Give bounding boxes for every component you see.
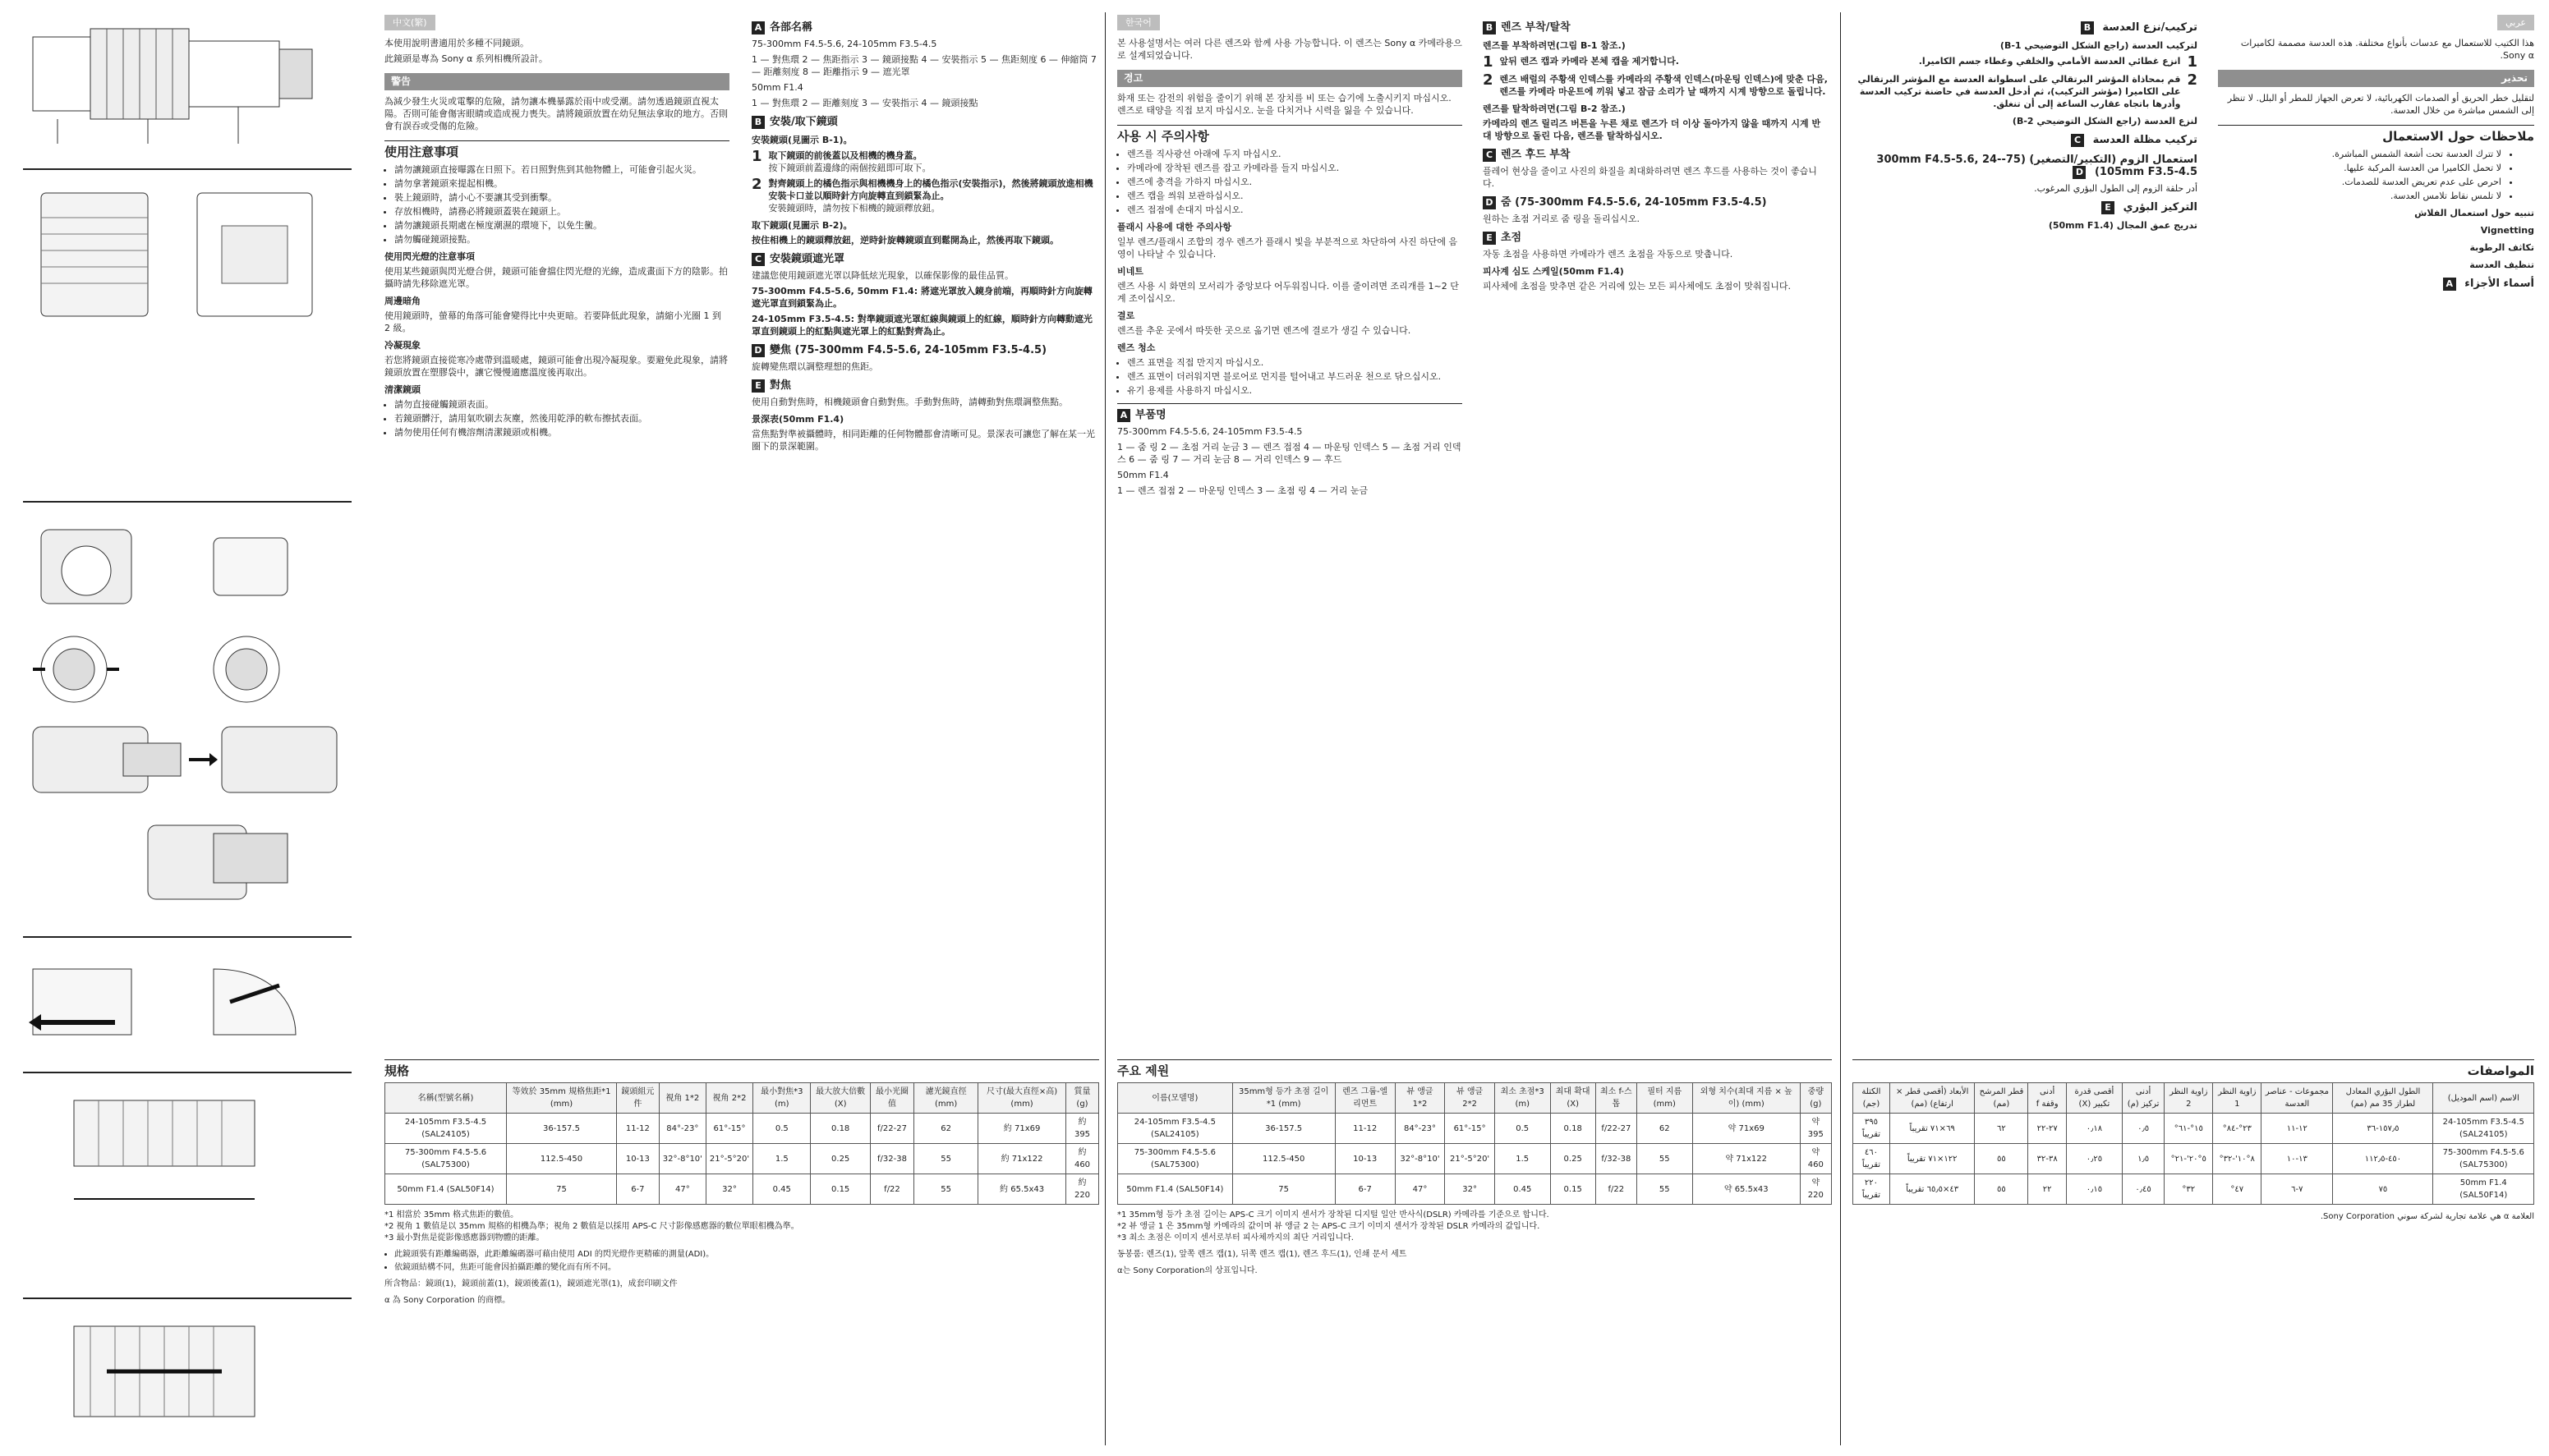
table-row: 75-300mm F4.5-5.6 (SAL75300) 112.5-450 10-13 32°-8°10' 21°-5°20' 1.5 0.25 f/32-38 55 약 71x122 약 460 [1118, 1144, 1832, 1174]
included-items: 所含物品：鏡頭(1)，鏡頭前蓋(1)，鏡頭後蓋(1)，鏡頭遮光罩(1)，成套印刷文件 [384, 1279, 678, 1288]
paragraph: 50mm F1.4 [752, 82, 803, 93]
section-title: التركيز البؤري E [1852, 201, 2197, 214]
table-row: 75-300mm F4.5-5.6 (SAL75300) 112.5-450 10-13 32°-8°10' 21°-5°20' 1.5 0.25 f/32-38 55 約 71x122 約 460 [385, 1144, 1099, 1174]
list-item: • 存放相機時，請務必將鏡頭蓋裝在鏡頭上。 [394, 205, 729, 218]
parts-list: 1 — 對焦環 2 — 焦距指示 3 — 鏡頭接點 4 — 安裝指示 5 — 焦距刻度 6 — 伸縮筒 7 — 距離刻度 8 — 距離指示 9 — 遮光罩 [752, 54, 1097, 77]
paragraph: أدر حلقة الزوم إلى الطول البؤري المرغوب. [2034, 183, 2197, 194]
section-title: C 렌즈 후드 부착 [1483, 149, 1828, 162]
ko-column-1 [1117, 15, 1462, 500]
paragraph: 피사체에 초점을 맞추면 같은 거리에 있는 모든 피사체에도 초점이 맞춰집니다. [1483, 281, 1791, 292]
section-title: C 安裝鏡頭遮光罩 [752, 253, 1097, 266]
list-item: • لا تترك العدسة تحت أشعة الشمس المباشرة. [2228, 148, 2501, 160]
zoom-illustration [25, 1084, 353, 1281]
zh-specs [384, 1051, 1099, 1310]
figure-divider [23, 936, 352, 938]
paragraph: 일부 렌즈/플래시 조합의 경우 렌즈가 플래시 빛을 부분적으로 차단하여 사진 하단에 음영이 나타날 수 있습니다. [1117, 237, 1458, 260]
ar-column-1 [2218, 15, 2534, 294]
list-item: • 請勿拿著鏡頭來提起相機。 [394, 177, 729, 190]
warning-text: 화재 또는 감전의 위험을 줄이기 위해 본 장치를 비 또는 습기에 노출시키지 마십시오. 렌즈로 태양을 직접 보지 마십시오. 눈을 다치거나 시력을 잃을 수 있습니다. [1117, 93, 1452, 116]
spec-table [1852, 1082, 2534, 1205]
table-row: 50mm F1.4 (SAL50F14) 75 6-7 47° 32° 0.45 0.15 f/22 55 약 65.5x43 약 220 [1118, 1174, 1832, 1205]
cautions-list [2218, 148, 2534, 202]
trademark: العلامة α هي علامة تجارية لشركة سوني Sony Corporation. [2320, 1212, 2534, 1221]
warning-text: لتقليل خطر الحريق أو الصدمات الكهربائية، لا تعرض الجهاز للمطر أو البلل. لا تنظر إلى الشمس مباشرة من خلال العدسة. [2227, 93, 2534, 116]
paragraph: 플레어 현상을 줄이고 사진의 화질을 최대화하려면 렌즈 후드를 사용하는 것이 좋습니다. [1483, 166, 1817, 189]
step-2: 2 對齊鏡頭上的橘色指示與相機機身上的橘色指示(安裝指示)，然後將鏡頭放進相機安裝卡口並以順時針方向旋轉直到鎖緊為止。 安裝鏡頭時，請勿按下相機的鏡頭釋放鈕。 [752, 176, 1093, 214]
figure-divider [23, 168, 352, 170]
list-item: • 렌즈 표면이 더러워지면 블로어로 먼지를 털어내고 부드러운 천으로 닦으십시오. [1127, 370, 1462, 383]
ar-column-2 [1852, 15, 2197, 234]
parts-list: 1 — 줌 링 2 — 초점 거리 눈금 3 — 렌즈 접점 4 — 마운팅 인덱스 5 — 초점 거리 인덱스 6 — 줌 링 7 — 거리 눈금 8 — 거리 인덱스 9 — 후드 [1117, 442, 1461, 465]
subsection-title: 피사계 심도 스케일(50mm F1.4) [1483, 266, 1624, 277]
subsection-title: 安裝鏡頭(見圖示 B-1)。 [752, 135, 853, 145]
section-title: 使用注意事項 [384, 140, 729, 158]
subsection-title: تكاثف الرطوبة [2469, 242, 2534, 253]
section-title: أسماء الأجزاء A [2218, 278, 2534, 291]
spec-extra: • 此鏡頭裝有距離編碼器，此距離編碼器可藉由使用 ADI 的閃光燈作更精確的測量(ADI)。 • 依鏡頭結構不同，焦距可能會因拍攝距離的變化而有所不同。 [384, 1249, 1099, 1274]
paragraph: 렌즈를 추운 곳에서 따뜻한 곳으로 옮기면 렌즈에 결로가 생길 수 있습니다. [1117, 325, 1411, 336]
paragraph: 원하는 초점 거리로 줌 링을 돌리십시오. [1483, 214, 1640, 224]
subsection-title: تنبيه حول استعمال الفلاش [2414, 208, 2534, 218]
table-row: 24-105mm F3.5-4.5 (SAL24105) ١٥٧٫٥-٣٦ ١٢-١١ ٢٣°-٨٤° ١٥°-٦١° ٠٫٥ ٠٫١٨ ٢٧-٢٢ ٦٢ ٦٩×٧١ تقريباً ٣٩٥ تقريباً [1853, 1114, 2534, 1144]
list-item: • 請勿使用任何有機溶劑清潔鏡頭或相機。 [394, 426, 729, 439]
section-title: D 變焦 (75-300mm F4.5-5.6, 24-105mm F3.5-4.5) [752, 344, 1097, 357]
figure-divider [23, 1298, 352, 1299]
list-item: • 若鏡頭髒汙，請用氣吹刷去灰塵，然後用乾淨的軟布擦拭表面。 [394, 412, 729, 425]
list-item: • 裝上鏡頭時，請小心不要讓其受到衝擊。 [394, 191, 729, 204]
table-header-row: 名稱(型號名稱) 等效於 35mm 規格焦距*1 (mm) 鏡頭組元件 視角 1*2 視角 2*2 最小對焦*3 (m) 最大放大倍數(X) 最小光圈值 濾光鏡直徑 (mm) 尺寸(最大直徑×高)(mm) 質量(g) [385, 1083, 1099, 1114]
subsection-title: Vignetting [2480, 225, 2534, 236]
table-row: 50mm F1.4 (SAL50F14) ٧٥ ٧-٦ ٤٧° ٣٢° ٠٫٤٥ ٠٫١٥ ٢٢ ٥٥ ٤٣×٦٥٫٥ تقريباً ٢٢٠ تقريباً [1853, 1174, 2534, 1205]
paragraph: 렌즈 사용 시 화면의 모서리가 중앙보다 어두워집니다. 이를 줄이려면 조리개를 1~2 단계 조이십시오. [1117, 281, 1459, 304]
list-item: • 請勿讓鏡頭長期處在極度潮濕的環境下，以免生黴。 [394, 219, 729, 232]
spec-title: المواصفات [1852, 1059, 2534, 1077]
list-item: • 請勿讓鏡頭直接曝露在日照下。若日照對焦到其他物體上，可能會引起火災。 [394, 163, 729, 176]
step-1: 1 取下鏡頭的前後蓋以及相機的機身蓋。 按下鏡頭前蓋邊緣的兩個按鈕即可取下。 [752, 148, 932, 173]
table-row: 75-300mm F4.5-5.6 (SAL75300) ٤٥٠-١١٢٫٥ ١٣-١٠ ٨°١٠'-٣٢° ٥°٢٠'-٢١° ١٫٥ ٠٫٢٥ ٣٨-٣٢ ٥٥ ١٢٢×٧١ تقريباً ٤٦٠ تقريباً [1853, 1144, 2534, 1174]
zh-column-1 [384, 15, 729, 440]
section-title: D 줌 (75-300mm F4.5-5.6, 24-105mm F3.5-4.5) [1483, 196, 1828, 209]
list-item: • 렌즈 표면을 직접 만지지 마십시오. [1127, 356, 1462, 369]
paragraph: 24-105mm F3.5-4.5: 對準鏡頭遮光罩紅線與鏡頭上的紅線，順時針方向轉動遮光罩直到鏡頭上的紅點與遮光罩上的紅點對齊為止。 [752, 314, 1093, 337]
paragraph: 若您將鏡頭直接從寒冷處帶到溫暖處，鏡頭可能會出現冷凝現象。要避免此現象，請將鏡頭放置在塑膠袋中，讓它慢慢適應溫度後再取出。 [384, 355, 728, 378]
cleaning-list [1117, 356, 1462, 397]
intro-text: 本使用說明書適用於多種不同鏡頭。 [384, 38, 529, 48]
spec-table [1117, 1082, 1832, 1205]
paragraph: 當焦點對準被攝體時，相同距離的任何物體都會清晰可見。景深表可讓您了解在某一光圈下的景深範圍。 [752, 429, 1095, 452]
paragraph: 75-300mm F4.5-5.6, 50mm F1.4: 將遮光罩放入鏡身前端，再順時針方向旋轉遮光罩直到鎖緊為止。 [752, 286, 1093, 309]
figure-divider [23, 501, 352, 503]
zh-column-2 [752, 15, 1097, 456]
ar-specs [1852, 1051, 2534, 1226]
section-title: تركيب مظلة العدسة C [1852, 134, 2197, 147]
subsection-title: 周邊暗角 [384, 296, 421, 306]
cautions-list [384, 163, 729, 246]
table-header-row: 이름(모델명) 35mm형 등가 초점 길이*1 (mm) 렌즈 그룹-엘리먼트 뷰 앵글 1*2 뷰 앵글 2*2 최소 초점*3 (m) 최대 확대(X) 최소 f-스톱 필터 지름 (mm) 외형 치수(최대 지름 × 높이) (mm) 중량(g) [1118, 1083, 1832, 1114]
paragraph: 使用某些鏡頭與閃光燈合併，鏡頭可能會擋住閃光燈的光線，造成畫面下方的陰影。拍攝時請先移除遮光罩。 [384, 266, 728, 289]
intro-text: 此鏡頭是專為 Sony α 系列相機所設計。 [384, 53, 548, 64]
step-2: 2 قم بمحاذاة المؤشر البرتقالي على اسطوانة العدسة مع المؤشر البرتقالي على الكاميرا (مؤشر التركيب)، ثم أدخل العدسة في حاضنة تركيب العدسة وأدرها باتجاه عقارب الساعة إلى أن تنغلق. [1857, 71, 2197, 109]
subsection-title: تدريج عمق المجال (50mm F1.4) [2048, 220, 2197, 231]
list-item: • 렌즈 캡을 씌워 보관하십시오. [1127, 190, 1462, 202]
parts-list: 1 — 렌즈 접점 2 — 마운팅 인덱스 3 — 초점 링 4 — 거리 눈금 [1117, 485, 1369, 496]
table-row: 50mm F1.4 (SAL50F14) 75 6-7 47° 32° 0.45 0.15 f/22 55 約 65.5x43 約 220 [385, 1174, 1099, 1205]
trademark: α는 Sony Corporation의 상표입니다. [1117, 1266, 1258, 1275]
spec-title: 주요 제원 [1117, 1059, 1832, 1077]
subsection-title: 렌즈를 탈착하려면(그림 B-2 참조.) [1483, 103, 1626, 114]
lens-parts-illustration [25, 12, 353, 160]
subsection-title: 결로 [1117, 310, 1135, 321]
subsection-title: لنزع العدسة (راجع الشكل التوضيحي B-2) [2012, 116, 2197, 126]
table-row: 24-105mm F3.5-4.5 (SAL24105) 36-157.5 11-12 84°-23° 61°-15° 0.5 0.18 f/22-27 62 約 71x69 約 395 [385, 1114, 1099, 1144]
cleaning-list [384, 398, 729, 439]
paragraph: 카메라의 렌즈 릴리즈 버튼을 누른 채로 렌즈가 더 이상 돌아가지 않을 때까지 시계 반대 방향으로 돌린 다음, 렌즈를 탈착하십시오. [1483, 118, 1821, 141]
list-item: • لا تحمل الكاميرا من العدسة المركبة عليها. [2228, 162, 2501, 174]
section-title: 사용 시 주의사항 [1117, 125, 1462, 143]
lens-side-views-illustration [25, 177, 353, 341]
step-2: 2 렌즈 배럴의 주황색 인덱스를 카메라의 주황색 인덱스(마운팅 인덱스)에 맞춘 다음, 렌즈를 카메라 마운트에 끼워 넣고 잠금 소리가 날 때까지 시계 방향으로 돌립니다. [1483, 71, 1828, 97]
paragraph: 50mm F1.4 [1117, 470, 1169, 480]
intro-text: 본 사용설명서는 여러 다른 렌즈와 함께 사용 가능합니다. 이 렌즈는 Sony α 카메라용으로 설계되었습니다. [1117, 38, 1462, 61]
subsection-title: 景深表(50mm F1.4) [752, 414, 844, 425]
warning-heading: تحذير [2218, 70, 2534, 87]
figure-divider [23, 1072, 352, 1073]
section-title: E 초점 [1483, 232, 1828, 245]
section-title: A 부품명 [1117, 403, 1462, 422]
section-title: B 렌즈 부착/탈착 [1483, 21, 1828, 34]
hood-illustration [25, 953, 353, 1059]
mounting-illustration [25, 513, 353, 924]
paragraph: 按住相機上的鏡頭釋放鈕，逆時針旋轉鏡頭直到鬆開為止，然後再取下鏡頭。 [752, 235, 1059, 246]
list-item: • 렌즈 접점에 손대지 마십시오. [1127, 204, 1462, 216]
cautions-list [1117, 148, 1462, 216]
ko-specs [1117, 1051, 1832, 1280]
language-tag: 한국어 [1117, 15, 1160, 30]
ko-column-2 [1483, 15, 1828, 296]
list-item: • 유기 용제를 사용하지 마십시오. [1127, 384, 1462, 397]
included-items: 동봉품: 렌즈(1), 앞쪽 렌즈 캡(1), 뒤쪽 렌즈 캡(1), 렌즈 후드(1), 인쇄 문서 세트 [1117, 1250, 1407, 1259]
subsection-title: 플래시 사용에 대한 주의사항 [1117, 222, 1231, 232]
subsection-title: 取下鏡頭(見圖示 B-2)。 [752, 220, 853, 231]
warning-heading: 警告 [384, 73, 729, 90]
list-item: • 請勿直接碰觸鏡頭表面。 [394, 398, 729, 411]
section-title: A 各部名稱 [752, 21, 1097, 34]
spec-title: 規格 [384, 1059, 1099, 1077]
paragraph: 75-300mm F4.5-5.6, 24-105mm F3.5-4.5 [1117, 426, 1303, 437]
trademark: α 為 Sony Corporation 的商標。 [384, 1296, 511, 1305]
spec-notes: *1 35mm형 등가 초점 길이는 APS-C 크기 이미지 센서가 장착된 디지털 일안 반사식(DSLR) 카메라를 기준으로 합니다. *2 뷰 앵글 1 은 35mm형 카메라의 값이며 뷰 앵글 2 는 APS-C 크기 이미지 센서가 장착된 DSLR 카메라의 값입니다. *3 최소 초점은 이미지 센서로부터 피사체까지의 최단 거리입니다. [1117, 1210, 1549, 1242]
intro-text: هذا الكتيب للاستعمال مع عدسات بأنواع مختلفة. هذه العدسة مصممة لكاميرات Sony α. [2240, 38, 2534, 61]
parts-list: 1 — 對焦環 2 — 距離刻度 3 — 安裝指示 4 — 鏡頭接點 [752, 98, 978, 108]
step-1: 1 انزع غطائي العدسة الأمامي والخلفي وغطاء جسم الكاميرا. [1918, 53, 2197, 71]
list-item: • احرص على عدم تعريض العدسة للصدمات. [2228, 176, 2501, 188]
paragraph: 使用自動對焦時，相機鏡頭會自動對焦。手動對焦時，請轉動對焦環調整焦點。 [752, 397, 1068, 407]
subsection-title: 冷凝現象 [384, 340, 421, 351]
focus-illustration [25, 1310, 353, 1449]
section-title: E 對焦 [752, 379, 1097, 393]
table-header-row: الاسم (اسم الموديل) الطول البؤري المعادل لطراز 35 مم (مم) مجموعات - عناصر العدسة زاوية النظر 1 زاوية النظر 2 أدنى تركيز (م) أقصى قدرة تكبير (X) أدنى وقفة f قطر المرشح (مم) الأبعاد (أقصى قطر × ارتفاع) (مم) الكتلة (جم) [1853, 1083, 2534, 1114]
subsection-title: 렌즈를 부착하려면(그림 B-1 참조.) [1483, 40, 1626, 51]
paragraph: 75-300mm F4.5-5.6, 24-105mm F3.5-4.5 [752, 39, 937, 49]
language-tag: عربي [2497, 15, 2534, 30]
paragraph: 使用鏡頭時，螢幕的角落可能會變得比中央更暗。若要降低此現象，請縮小光圈 1 到 2 級。 [384, 310, 721, 333]
subsection-title: 비네트 [1117, 266, 1143, 277]
language-tag: 中文(繁) [384, 15, 435, 30]
subsection-title: تنظيف العدسة [2469, 260, 2534, 270]
warning-heading: 경고 [1117, 70, 1462, 87]
column-divider [1840, 12, 1841, 1445]
list-item: • 렌즈에 충격을 가하지 마십시오. [1127, 176, 1462, 188]
section-title: B 安裝/取下鏡頭 [752, 116, 1097, 129]
section-title: ملاحظات حول الاستعمال [2218, 125, 2534, 143]
subsection-title: 렌즈 청소 [1117, 342, 1156, 353]
subsection-title: 清潔鏡頭 [384, 384, 421, 395]
list-item: • 請勿觸碰鏡頭接點。 [394, 233, 729, 246]
subsection-title: 使用閃光燈的注意事項 [384, 251, 475, 262]
list-item: • 렌즈를 직사광선 아래에 두지 마십시오. [1127, 148, 1462, 160]
step-1: 1 앞뒤 렌즈 캡과 카메라 본체 캡을 제거합니다. [1483, 53, 1679, 71]
section-title: استعمال الزوم (التكبير/التصغير) (75-300mm F4.5-5.6, 24-105mm F3.5-4.5) D [1876, 154, 2197, 178]
list-item: • لا تلمس نقاط تلامس العدسة. [2228, 190, 2501, 202]
paragraph: 자동 초점을 사용하면 카메라가 렌즈 초점을 자동으로 맞춥니다. [1483, 249, 1733, 260]
list-item: • 카메라에 장착된 렌즈를 잡고 카메라를 들지 마십시오. [1127, 162, 1462, 174]
section-title: تركيب/نزع العدسة B [1852, 21, 2197, 34]
paragraph: 建議您使用鏡頭遮光罩以降低炫光現象，以確保影像的最佳品質。 [752, 270, 1014, 281]
warning-text: 為減少發生火災或電擊的危險，請勿讓本機暴露於雨中或受潮。請勿透過鏡頭直視太陽。否則可能會傷害眼睛或造成視力喪失。請將鏡頭放置在幼兒無法拿取的地方。否則會有誤吞或受傷的危險。 [384, 96, 728, 131]
spec-table [384, 1082, 1099, 1205]
paragraph: 旋轉變焦環以調整理想的焦距。 [752, 361, 878, 372]
spec-notes: *1 相當於 35mm 格式焦距的數值。 *2 視角 1 數值是以 35mm 規格的相機為準；視角 2 數值是以採用 APS-C 尺寸影像感應器的數位單眼相機為準。 *3 最小對焦是從影像感應器到物體的距離。 [384, 1210, 799, 1242]
table-row: 24-105mm F3.5-4.5 (SAL24105) 36-157.5 11-12 84°-23° 61°-15° 0.5 0.18 f/22-27 62 약 71x69 약 395 [1118, 1114, 1832, 1144]
subsection-title: لتركيب العدسة (راجع الشكل التوضيحي B-1) [1999, 40, 2197, 51]
column-divider [1105, 12, 1106, 1445]
